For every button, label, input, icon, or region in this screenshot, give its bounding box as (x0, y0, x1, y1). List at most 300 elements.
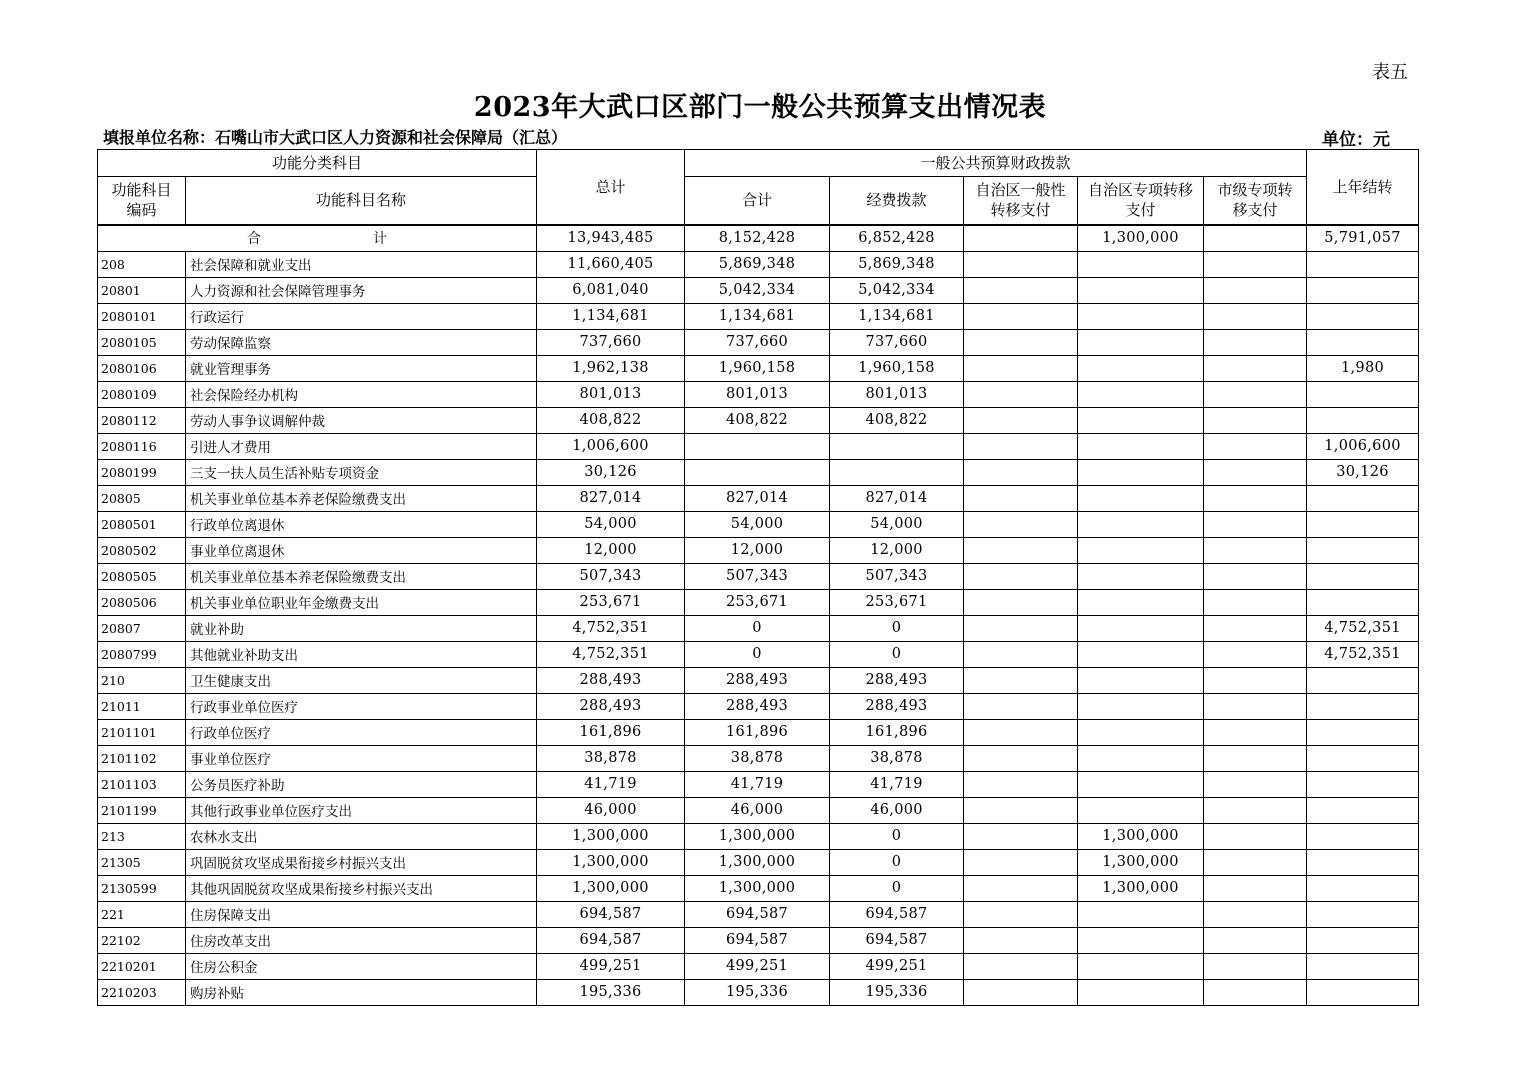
row-prev-year (1307, 927, 1419, 953)
header-subtotal: 合计 (685, 177, 830, 225)
row-name: 行政运行 (186, 303, 537, 329)
row-region-special (1078, 277, 1204, 303)
table-row (98, 745, 1419, 771)
header-general-budget: 一般公共预算财政拨款 (685, 150, 1307, 177)
row-region-special (1078, 927, 1204, 953)
row-city-special (1204, 953, 1307, 979)
row-name: 人力资源和社会保障管理事务 (186, 277, 537, 303)
row-city-special (1204, 771, 1307, 797)
table-row (98, 563, 1419, 589)
row-name: 劳动保障监察 (186, 329, 537, 355)
table-row (98, 537, 1419, 563)
currency-unit-label: 单位：元 (1322, 130, 1390, 150)
row-funding: 694,587 (830, 901, 964, 927)
row-subtotal: 5,042,334 (685, 277, 830, 303)
row-subtotal: 0 (685, 641, 830, 667)
total-row (98, 225, 1419, 252)
row-city-special (1204, 693, 1307, 719)
row-region-special (1078, 303, 1204, 329)
row-prev-year (1307, 537, 1419, 563)
row-city-special (1204, 719, 1307, 745)
row-region-special (1078, 797, 1204, 823)
row-region-special: 1,300,000 (1078, 875, 1204, 901)
row-subtotal: 41,719 (685, 771, 830, 797)
table-row (98, 407, 1419, 433)
row-name: 其他行政事业单位医疗支出 (186, 797, 537, 823)
row-region-general (964, 277, 1078, 303)
row-funding: 54,000 (830, 511, 964, 537)
row-subtotal: 38,878 (685, 745, 830, 771)
row-name: 巩固脱贫攻坚成果衔接乡村振兴支出 (186, 849, 537, 875)
row-region-general (964, 823, 1078, 849)
row-subtotal: 288,493 (685, 667, 830, 693)
row-city-special (1204, 927, 1307, 953)
row-subtotal: 1,300,000 (685, 849, 830, 875)
total-row-region-special: 1,300,000 (1078, 225, 1204, 252)
row-city-special (1204, 511, 1307, 537)
row-subtotal: 5,869,348 (685, 251, 830, 277)
row-name: 其他巩固脱贫攻坚成果衔接乡村振兴支出 (186, 875, 537, 901)
row-code: 20801 (98, 277, 186, 303)
row-total: 195,336 (537, 979, 685, 1005)
row-name: 公务员医疗补助 (186, 771, 537, 797)
row-code: 2080199 (98, 459, 186, 485)
row-name: 购房补贴 (186, 979, 537, 1005)
table-number: 表五 (1372, 62, 1408, 83)
row-subtotal: 1,134,681 (685, 303, 830, 329)
row-region-special (1078, 745, 1204, 771)
row-region-general (964, 693, 1078, 719)
row-city-special (1204, 745, 1307, 771)
table-row (98, 511, 1419, 537)
row-subtotal: 12,000 (685, 537, 830, 563)
row-region-general (964, 329, 1078, 355)
row-code: 2210203 (98, 979, 186, 1005)
table-row (98, 641, 1419, 667)
row-code: 2080502 (98, 537, 186, 563)
table-row (98, 693, 1419, 719)
row-subtotal: 408,822 (685, 407, 830, 433)
row-prev-year (1307, 901, 1419, 927)
total-label-b: 计 (373, 231, 387, 247)
row-city-special (1204, 797, 1307, 823)
row-funding (830, 433, 964, 459)
row-prev-year (1307, 719, 1419, 745)
row-code: 2101102 (98, 745, 186, 771)
row-prev-year (1307, 511, 1419, 537)
table-row (98, 589, 1419, 615)
header-funding: 经费拨款 (830, 177, 964, 225)
row-prev-year (1307, 771, 1419, 797)
row-code: 2130599 (98, 875, 186, 901)
row-total: 46,000 (537, 797, 685, 823)
row-funding: 1,134,681 (830, 303, 964, 329)
row-prev-year (1307, 745, 1419, 771)
row-city-special (1204, 823, 1307, 849)
row-code: 2101199 (98, 797, 186, 823)
row-region-general (964, 537, 1078, 563)
row-total: 288,493 (537, 667, 685, 693)
row-name: 农林水支出 (186, 823, 537, 849)
row-code: 2080109 (98, 381, 186, 407)
row-city-special (1204, 589, 1307, 615)
row-prev-year (1307, 849, 1419, 875)
row-region-general (964, 953, 1078, 979)
row-subtotal: 694,587 (685, 901, 830, 927)
row-total: 801,013 (537, 381, 685, 407)
row-subtotal: 253,671 (685, 589, 830, 615)
row-funding: 5,042,334 (830, 277, 964, 303)
table-row (98, 277, 1419, 303)
row-code: 2080116 (98, 433, 186, 459)
row-region-general (964, 485, 1078, 511)
total-row-city-special (1204, 225, 1307, 252)
row-city-special (1204, 355, 1307, 381)
row-name: 事业单位离退休 (186, 537, 537, 563)
row-region-general (964, 615, 1078, 641)
total-label-a: 合 (247, 231, 261, 247)
total-row-total: 13,943,485 (537, 225, 685, 252)
row-name: 机关事业单位基本养老保险缴费支出 (186, 485, 537, 511)
row-city-special (1204, 433, 1307, 459)
row-total: 694,587 (537, 927, 685, 953)
row-prev-year: 4,752,351 (1307, 615, 1419, 641)
row-total: 161,896 (537, 719, 685, 745)
table-row (98, 355, 1419, 381)
row-city-special (1204, 563, 1307, 589)
row-subtotal: 801,013 (685, 381, 830, 407)
row-prev-year (1307, 563, 1419, 589)
row-total: 4,752,351 (537, 615, 685, 641)
row-region-general (964, 875, 1078, 901)
row-funding: 5,869,348 (830, 251, 964, 277)
budget-expenditure-table (97, 149, 1419, 1006)
row-region-special (1078, 979, 1204, 1005)
row-region-special (1078, 381, 1204, 407)
row-region-special (1078, 589, 1204, 615)
row-region-general (964, 849, 1078, 875)
row-total: 1,300,000 (537, 849, 685, 875)
row-code: 2210201 (98, 953, 186, 979)
row-city-special (1204, 979, 1307, 1005)
row-region-general (964, 719, 1078, 745)
row-region-general (964, 511, 1078, 537)
row-prev-year (1307, 823, 1419, 849)
table-row (98, 719, 1419, 745)
row-funding: 0 (830, 615, 964, 641)
row-name: 事业单位医疗 (186, 745, 537, 771)
page-title: 2023年大武口区部门一般公共预算支出情况表 (473, 92, 1047, 123)
row-name: 行政单位离退休 (186, 511, 537, 537)
row-total: 499,251 (537, 953, 685, 979)
row-funding: 195,336 (830, 979, 964, 1005)
row-name: 其他就业补助支出 (186, 641, 537, 667)
row-code: 21011 (98, 693, 186, 719)
row-funding: 737,660 (830, 329, 964, 355)
row-prev-year (1307, 953, 1419, 979)
row-region-general (964, 745, 1078, 771)
row-total: 30,126 (537, 459, 685, 485)
row-name: 住房改革支出 (186, 927, 537, 953)
row-region-special (1078, 459, 1204, 485)
row-region-special (1078, 563, 1204, 589)
row-code: 2080112 (98, 407, 186, 433)
row-total: 1,006,600 (537, 433, 685, 459)
table-row (98, 667, 1419, 693)
row-name: 住房公积金 (186, 953, 537, 979)
row-region-general (964, 979, 1078, 1005)
table-row (98, 927, 1419, 953)
row-city-special (1204, 407, 1307, 433)
row-city-special (1204, 485, 1307, 511)
row-subtotal: 499,251 (685, 953, 830, 979)
row-subtotal: 737,660 (685, 329, 830, 355)
row-region-special (1078, 641, 1204, 667)
row-city-special (1204, 537, 1307, 563)
row-name: 就业补助 (186, 615, 537, 641)
table-row (98, 485, 1419, 511)
row-code: 21305 (98, 849, 186, 875)
row-city-special (1204, 329, 1307, 355)
table-row (98, 615, 1419, 641)
row-subtotal: 46,000 (685, 797, 830, 823)
row-region-special (1078, 537, 1204, 563)
row-prev-year: 4,752,351 (1307, 641, 1419, 667)
total-row-prev-year: 5,791,057 (1307, 225, 1419, 252)
row-prev-year (1307, 589, 1419, 615)
row-region-special (1078, 953, 1204, 979)
row-prev-year (1307, 797, 1419, 823)
row-region-general (964, 563, 1078, 589)
row-region-general (964, 667, 1078, 693)
row-code: 2080799 (98, 641, 186, 667)
row-total: 1,300,000 (537, 875, 685, 901)
row-name: 机关事业单位职业年金缴费支出 (186, 589, 537, 615)
row-code: 20807 (98, 615, 186, 641)
row-code: 2080501 (98, 511, 186, 537)
row-total: 1,962,138 (537, 355, 685, 381)
row-city-special (1204, 251, 1307, 277)
header-func-code: 功能科目编码 (98, 177, 186, 225)
row-region-special (1078, 433, 1204, 459)
row-name: 三支一扶人员生活补贴专项资金 (186, 459, 537, 485)
row-subtotal: 507,343 (685, 563, 830, 589)
row-city-special (1204, 849, 1307, 875)
header-city-special: 市级专项转移支付 (1204, 177, 1307, 225)
row-name: 住房保障支出 (186, 901, 537, 927)
total-row-region-general (964, 225, 1078, 252)
row-region-general (964, 771, 1078, 797)
row-total: 11,660,405 (537, 251, 685, 277)
row-code: 2101101 (98, 719, 186, 745)
row-code: 213 (98, 823, 186, 849)
row-subtotal: 1,960,158 (685, 355, 830, 381)
row-funding: 694,587 (830, 927, 964, 953)
row-city-special (1204, 277, 1307, 303)
row-prev-year (1307, 979, 1419, 1005)
row-total: 1,300,000 (537, 823, 685, 849)
row-total: 253,671 (537, 589, 685, 615)
row-name: 卫生健康支出 (186, 667, 537, 693)
table-row (98, 251, 1419, 277)
row-funding: 827,014 (830, 485, 964, 511)
row-funding: 38,878 (830, 745, 964, 771)
row-prev-year (1307, 329, 1419, 355)
row-subtotal: 1,300,000 (685, 875, 830, 901)
header-region-general: 自治区一般性转移支付 (964, 177, 1078, 225)
header-func-name: 功能科目名称 (186, 177, 537, 225)
table-row (98, 901, 1419, 927)
row-total: 41,719 (537, 771, 685, 797)
reporting-unit-name: 填报单位名称：石嘴山市大武口区人力资源和社会保障局（汇总） (103, 128, 568, 147)
row-subtotal: 1,300,000 (685, 823, 830, 849)
row-city-special (1204, 641, 1307, 667)
header-func-category: 功能分类科目 (98, 150, 537, 177)
row-region-general (964, 641, 1078, 667)
row-funding: 12,000 (830, 537, 964, 563)
row-total: 827,014 (537, 485, 685, 511)
row-subtotal (685, 433, 830, 459)
row-subtotal: 54,000 (685, 511, 830, 537)
row-region-general (964, 303, 1078, 329)
row-code: 2080101 (98, 303, 186, 329)
row-funding: 288,493 (830, 667, 964, 693)
table-row (98, 433, 1419, 459)
row-region-special (1078, 667, 1204, 693)
table-row (98, 381, 1419, 407)
row-total: 54,000 (537, 511, 685, 537)
row-funding: 288,493 (830, 693, 964, 719)
row-city-special (1204, 615, 1307, 641)
row-total: 6,081,040 (537, 277, 685, 303)
row-region-general (964, 459, 1078, 485)
row-city-special (1204, 303, 1307, 329)
row-funding: 0 (830, 875, 964, 901)
row-prev-year (1307, 875, 1419, 901)
row-name: 引进人才费用 (186, 433, 537, 459)
row-funding: 801,013 (830, 381, 964, 407)
row-total: 507,343 (537, 563, 685, 589)
table-row (98, 979, 1419, 1005)
row-funding: 161,896 (830, 719, 964, 745)
row-name: 劳动人事争议调解仲裁 (186, 407, 537, 433)
table-row (98, 849, 1419, 875)
row-subtotal: 195,336 (685, 979, 830, 1005)
row-region-special (1078, 901, 1204, 927)
row-code: 208 (98, 251, 186, 277)
row-region-special (1078, 329, 1204, 355)
row-region-special (1078, 251, 1204, 277)
row-region-special (1078, 615, 1204, 641)
row-code: 2080106 (98, 355, 186, 381)
row-funding: 507,343 (830, 563, 964, 589)
row-funding (830, 459, 964, 485)
row-region-general (964, 381, 1078, 407)
row-code: 2101103 (98, 771, 186, 797)
table-row (98, 459, 1419, 485)
row-region-special: 1,300,000 (1078, 849, 1204, 875)
total-row-funding: 6,852,428 (830, 225, 964, 252)
row-region-general (964, 407, 1078, 433)
row-funding: 253,671 (830, 589, 964, 615)
row-funding: 41,719 (830, 771, 964, 797)
row-code: 221 (98, 901, 186, 927)
row-funding: 0 (830, 849, 964, 875)
row-region-special (1078, 407, 1204, 433)
row-prev-year (1307, 277, 1419, 303)
row-city-special (1204, 901, 1307, 927)
row-prev-year: 30,126 (1307, 459, 1419, 485)
row-code: 2080505 (98, 563, 186, 589)
table-row (98, 953, 1419, 979)
row-name: 行政单位医疗 (186, 719, 537, 745)
row-region-special: 1,300,000 (1078, 823, 1204, 849)
row-city-special (1204, 459, 1307, 485)
row-region-general (964, 433, 1078, 459)
row-prev-year (1307, 407, 1419, 433)
row-city-special (1204, 667, 1307, 693)
row-funding: 46,000 (830, 797, 964, 823)
row-subtotal: 694,587 (685, 927, 830, 953)
table-row (98, 875, 1419, 901)
row-prev-year: 1,006,600 (1307, 433, 1419, 459)
row-name: 机关事业单位基本养老保险缴费支出 (186, 563, 537, 589)
row-region-general (964, 355, 1078, 381)
row-code: 20805 (98, 485, 186, 511)
row-funding: 0 (830, 641, 964, 667)
row-code: 210 (98, 667, 186, 693)
row-region-special (1078, 511, 1204, 537)
row-region-special (1078, 355, 1204, 381)
row-city-special (1204, 381, 1307, 407)
row-subtotal: 827,014 (685, 485, 830, 511)
row-region-special (1078, 719, 1204, 745)
row-region-special (1078, 693, 1204, 719)
row-region-general (964, 901, 1078, 927)
row-total: 38,878 (537, 745, 685, 771)
row-total: 408,822 (537, 407, 685, 433)
header-prev-year: 上年结转 (1307, 150, 1419, 225)
row-subtotal: 0 (685, 615, 830, 641)
row-total: 1,134,681 (537, 303, 685, 329)
row-funding: 1,960,158 (830, 355, 964, 381)
row-total: 694,587 (537, 901, 685, 927)
row-code: 2080506 (98, 589, 186, 615)
table-row (98, 823, 1419, 849)
header-total: 总计 (537, 150, 685, 225)
row-region-special (1078, 485, 1204, 511)
row-subtotal: 161,896 (685, 719, 830, 745)
row-region-general (964, 589, 1078, 615)
row-name: 社会保险经办机构 (186, 381, 537, 407)
row-prev-year (1307, 667, 1419, 693)
table-row (98, 329, 1419, 355)
row-funding: 408,822 (830, 407, 964, 433)
row-prev-year (1307, 381, 1419, 407)
row-total: 288,493 (537, 693, 685, 719)
row-code: 22102 (98, 927, 186, 953)
row-total: 4,752,351 (537, 641, 685, 667)
row-code: 2080105 (98, 329, 186, 355)
total-row-subtotal: 8,152,428 (685, 225, 830, 252)
row-subtotal: 288,493 (685, 693, 830, 719)
row-region-general (964, 927, 1078, 953)
row-prev-year (1307, 251, 1419, 277)
row-funding: 0 (830, 823, 964, 849)
row-prev-year (1307, 693, 1419, 719)
row-funding: 499,251 (830, 953, 964, 979)
row-prev-year (1307, 303, 1419, 329)
